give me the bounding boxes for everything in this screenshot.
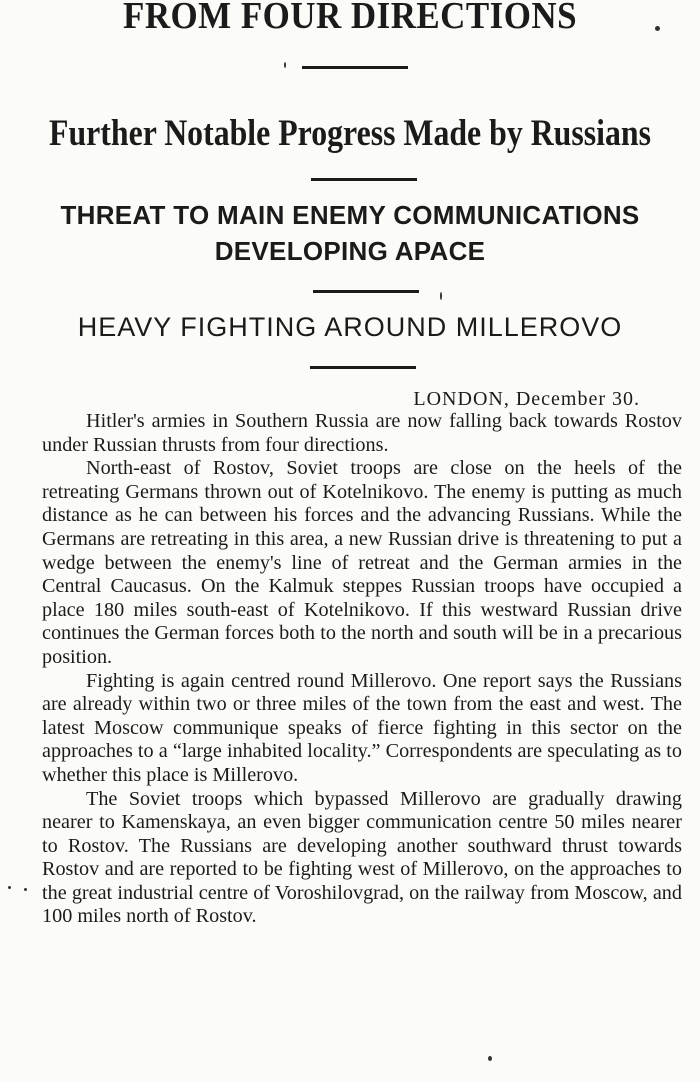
print-speck [284, 62, 286, 68]
paragraph: Fighting is again centred round Millerovo. One report says the Russians are already within two or three miles of the town from the east and west. The latest Moscow communique speaks of fierce fighting in this sector on the approaches to a “large inhabited locality.” Correspondents are speculating as to whether this place is Millerovo. [42, 669, 682, 786]
paragraph: North-east of Rostov, Soviet troops are close on the heels of the retreating Germans thrown out of Kotelnikovo. The enemy is putting as much distance as he can between his forces and the advancing Russians. While the Germans are retreating in this area, a new Russian drive is threatening to put a wedge between the enemy's line of retreat and the German armies in the Central Caucasus. On the Kalmuk steppes Russian troops have occupied a place 180 miles south-east of Kotelnikovo. If this westward Russian drive continues the German forces both to the north and south will be in a precarious position. [42, 457, 682, 668]
divider-rule [313, 290, 419, 293]
print-speck [8, 886, 11, 889]
headline: FROM FOUR DIRECTIONS [123, 0, 577, 37]
paragraph: Hitler's armies in Southern Russia are now falling back towards Rostov under Russian thrusts from four directions. [42, 410, 682, 456]
divider-rule [311, 178, 417, 181]
print-speck [655, 26, 660, 31]
divider-rule [302, 66, 408, 69]
print-speck [488, 1056, 492, 1061]
dateline: LONDON, December 30. [413, 388, 640, 410]
divider-rule [310, 366, 416, 369]
paragraph: The Soviet troops which bypassed Millerovo are gradually drawing nearer to Kamenskaya, an even bigger communication centre 50 miles nearer to Rostov. The Russians are developing another southward thrust towards Rostov and are reported to be fighting west of Millerovo, on the approaches to the great industrial centre of Voroshilovgrad, on the railway from Moscow, and 100 miles north of Rostov. [42, 787, 682, 928]
deck-line-1: THREAT TO MAIN ENEMY COMMUNICATIONS [60, 200, 640, 230]
deck-line-2: DEVELOPING APACE [214, 236, 486, 266]
print-speck [440, 292, 442, 300]
print-speck [24, 888, 27, 891]
section-head: HEAVY FIGHTING AROUND MILLEROVO [77, 312, 623, 342]
subheadline: Further Notable Progress Made by Russians [49, 113, 651, 154]
article-body [42, 410, 682, 929]
